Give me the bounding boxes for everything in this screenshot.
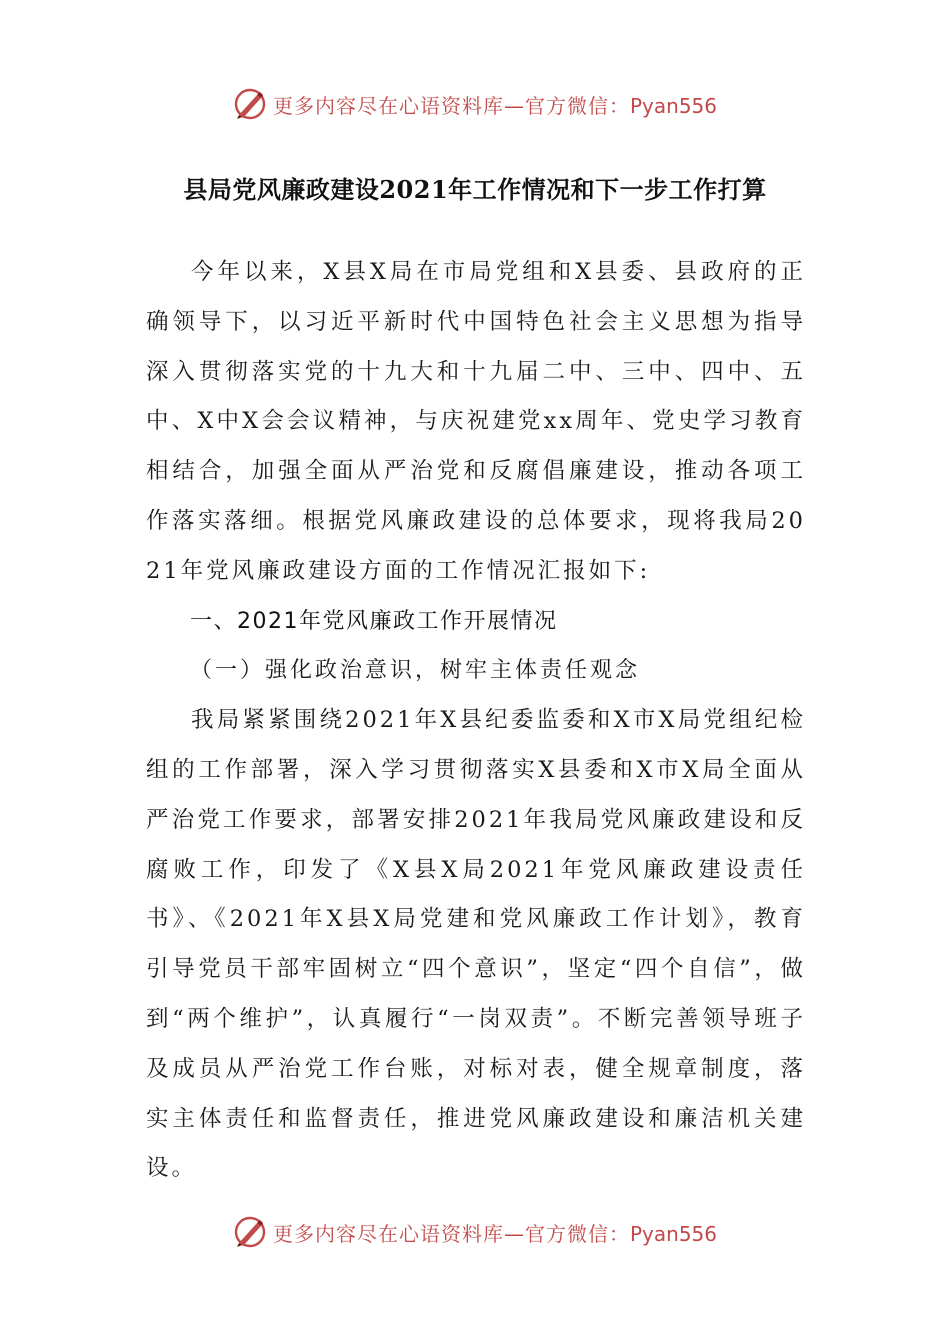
watermark-label: 更多内容尽在心语资料库—官方微信： xyxy=(272,1221,630,1246)
section-heading: 一、2021年党风廉政工作开展情况 xyxy=(190,608,558,634)
watermark-text xyxy=(273,1218,717,1247)
watermark-id: Pyan556 xyxy=(629,93,717,118)
pen-logo-icon xyxy=(233,87,267,121)
subsection-paragraph: 我局紧紧围绕2021年X县纪委监委和X市X局党组纪检组的工作部署，深入学习贯彻落实X县委和X市X局全面从严治党工作要求，部署安排2021年我局党风廉政建设和反腐败工作，印发了《X县X局2021年党风廉政建设责任书》、《2021年X县X局党建和党风廉政工作计划》，教育引导党员干部牢固树立“四个意识”，坚定“四个自信”，做到“两个维护”，认真履行“一岗双责”。不断完善领导班子及成员从严治党工作台账，对标对表，健全规章制度，落实主体责任和监督责任，推进党风廉政建设和廉洁机关建设。 xyxy=(146,707,806,1182)
document-title: 县局党风廉政建设2021年工作情况和下一步工作打算 xyxy=(183,175,767,204)
watermark-label: 更多内容尽在心语资料库—官方微信： xyxy=(272,93,630,118)
watermark-header xyxy=(0,84,950,124)
watermark-footer xyxy=(0,1212,950,1252)
document-body xyxy=(146,248,806,1194)
watermark-id: Pyan556 xyxy=(629,1221,717,1246)
pen-logo-icon xyxy=(233,1215,267,1249)
watermark-text xyxy=(273,90,717,119)
subsection-heading: （一）强化政治意识，树牢主体责任观念 xyxy=(190,658,641,684)
intro-paragraph: 今年以来，X县X局在市局党组和X县委、县政府的正确领导下，以习近平新时代中国特色社会主义思想为指导深入贯彻落实党的十九大和十九届二中、三中、四中、五中、X中X会会议精神，与庆祝建党xx周年、党史学习教育相结合，加强全面从严治党和反腐倡廉建设，推动各项工作落实落细。根据党风廉政建设的总体要求，现将我局2021年党风廉政建设方面的工作情况汇报如下: xyxy=(146,259,806,584)
